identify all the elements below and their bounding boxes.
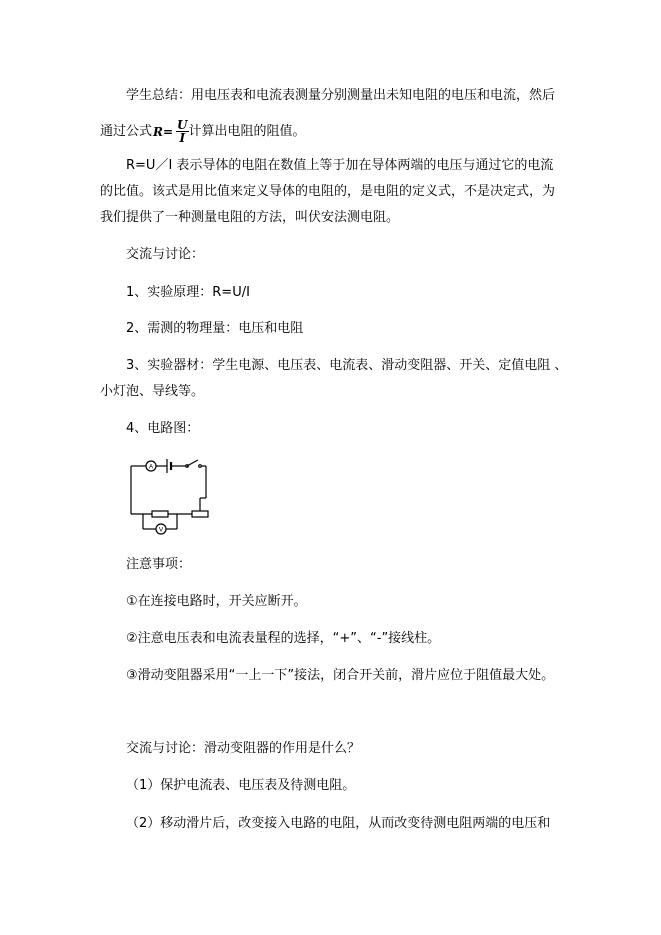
discussion-heading: 交流与讨论： [126,247,205,262]
note-3: ③滑动变阻器采用“一上一下”接法，闭合开关前，滑片应位于阻值最大处。 [126,668,555,683]
switch-icon [187,460,198,466]
item-circuit: 4、电路图： [126,421,200,436]
rheostat-icon [192,511,208,517]
note-1: ①在连接电路时，开关应断开。 [126,594,307,609]
summary-line-1: 学生总结：用电压表和电流表测量分别测量出未知电阻的电压和电流，然后 [126,88,556,103]
ammeter-label: A [148,463,154,471]
summary-line-2 [100,119,306,144]
formula-denominator: I [179,131,186,145]
resistor-icon [152,511,168,517]
item-equipment: 3、实验器材：学生电源、电压表、电流表、滑动变阻器、开关、定值电阻 、 [126,358,568,373]
item-quantities: 2、需测的物理量：电压和电阻 [126,321,304,336]
voltmeter-label: V [158,526,164,534]
notes-heading: 注意事项： [126,557,192,572]
circuit-diagram [126,452,216,542]
answer-2: （2）移动滑片后，改变接入电路的电阻，从而改变待测电阻两端的电压和 [126,816,551,831]
answer-1: （1）保护电流表、电压表及待测电阻。 [126,778,356,793]
item-equipment-cont: 小灯泡、导线等。 [100,384,205,399]
summary-text-after: 计算出电阻的阻值。 [188,124,306,139]
formula-fraction [176,119,188,144]
switch-contact [199,465,202,468]
definition-line-1: R=U／I 表示导体的电阻在数值上等于加在导体两端的电压与通过它的电流 [126,158,554,173]
definition-line-2: 的比值。该式是用比值来定义导体的电阻的，是电阻的定义式，不是决定式，为 [100,184,556,199]
summary-text-before: 通过公式 [100,124,153,139]
formula-lhs: R= [153,124,174,139]
item-principle: 1、实验原理：R=U/I [126,285,250,300]
formula-numerator: U [177,118,188,132]
note-2: ②注意电压表和电流表量程的选择，“+”、“-”接线柱。 [126,631,441,646]
discussion-question: 交流与讨论：滑动变阻器的作用是什么？ [126,741,361,756]
definition-line-3: 我们提供了一种测量电阻的方法，叫伏安法测电阻。 [100,210,400,225]
